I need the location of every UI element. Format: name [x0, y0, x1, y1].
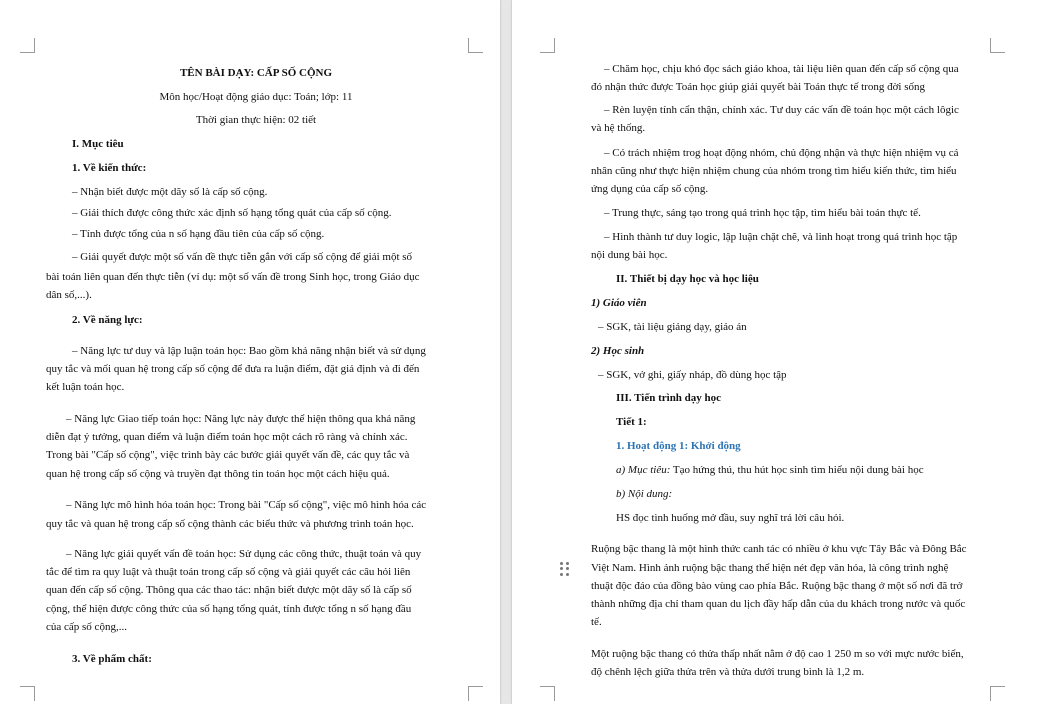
muc-tieu-text: Tạo hứng thú, thu hút học sinh tìm hiểu nội dung bài học — [670, 464, 924, 476]
paragraph-line: HS đọc tình huống mở đầu, suy nghĩ trả lời câu hỏi. — [616, 512, 845, 524]
crop-mark — [540, 38, 555, 53]
document-page-right — [512, 0, 1040, 704]
paragraph-line: – Năng lực mô hình hóa toán học: Trong bài "Cấp số cộng", việc mô hình hóa các — [66, 499, 427, 511]
subject-line: Môn học/Hoạt động giáo dục: Toán; lớp: 11 — [159, 91, 353, 103]
paragraph-line: – Năng lực Giao tiếp toán học: Năng lực này được thể hiện thông qua khả năng — [66, 413, 416, 425]
paragraph-line: đó nhận thức được Toán học giúp giải quyết bài Toán thực tế trong đời sống — [591, 81, 925, 93]
duration-line: Thời gian thực hiện: 02 tiết — [195, 114, 317, 126]
heading-hoat-dong-1: 1. Hoạt động 1: Khởi động — [616, 440, 741, 452]
crop-mark — [540, 686, 555, 701]
paragraph-line: kết luận toán học. — [46, 381, 125, 393]
paragraph-line: – Rèn luyện tính cẩn thận, chính xác. Tư duy các vấn đề toán học một cách lôgic — [604, 104, 959, 116]
paragraph-line: nội dung bài học. — [591, 249, 668, 261]
muc-tieu-label: a) Mục tiêu: — [616, 464, 671, 476]
paragraph-line: – Giải quyết được một số vấn đề thực tiễn gắn với cấp số cộng để giải một số — [72, 251, 413, 263]
paragraph-line: của cấp số cộng,... — [46, 621, 127, 633]
paragraph-line: và hệ thống. — [591, 122, 646, 134]
drag-handle-icon[interactable] — [560, 562, 570, 576]
paragraph-line: quan hệ trong cấp số cộng và truyền đạt thông tin toán học một cách hiệu quả. — [46, 468, 390, 480]
heading-tien-trinh: III. Tiến trình dạy học — [616, 392, 722, 404]
paragraph-line: – Năng lực giải quyết vấn đề toán học: Sử dụng các công thức, thuật toán và quy — [66, 548, 422, 560]
lesson-title: TÊN BÀI DẠY: CẤP SỐ CỘNG — [179, 67, 333, 79]
heading-kien-thuc: 1. Về kiến thức: — [72, 162, 147, 174]
paragraph-line: thành những địa chỉ tham quan du lịch đầy hấp dẫn của du khách trong nước và quốc — [591, 598, 966, 610]
heading-pham-chat: 3. Về phẩm chất: — [72, 653, 152, 665]
paragraph-line: Một ruộng bậc thang có thửa thấp nhất nằm ở độ cao 1 250 m so với mực nước biển, — [591, 648, 964, 660]
paragraph-line: Trong bài "Cấp số cộng", việc trình bày các bước giải quyết vấn đề, các quy tắc và — [46, 449, 410, 461]
heading-muc-tieu: I. Mục tiêu — [72, 138, 124, 150]
paragraph-line: – Năng lực tư duy và lập luận toán học: Bao gồm khả năng nhận biết và sử dụng — [72, 345, 426, 357]
paragraph-line: bài toán liên quan đến thực tiễn (ví dụ: một số vấn đề trong Sinh học, trong Giáo dục — [46, 271, 420, 283]
paragraph-line: – Hình thành tư duy logic, lập luận chặt chẽ, và linh hoạt trong quá trình học tập — [604, 231, 958, 243]
paragraph-line: ứng dụng của cấp số cộng. — [591, 183, 709, 195]
paragraph-line: tắc để tìm ra quy luật và thuật toán trong cấp số cộng và giải quyết các câu hỏi liên — [46, 566, 411, 578]
heading-thiet-bi: II. Thiết bị dạy học và học liệu — [616, 273, 759, 285]
paragraph-line: quy tắc và mối quan hệ trong cấp số cộng để đưa ra luận điểm, đặt giả định và đi đến — [46, 363, 420, 375]
paragraph-line: Ruộng bậc thang là một hình thức canh tác có nhiều ở khu vực Tây Bắc và Đông Bắc — [591, 543, 967, 555]
paragraph-line: độ chênh lệch giữa thửa trên và thửa dưới trung bình là 1,2 m. — [591, 666, 865, 678]
paragraph-line: thuật độc đáo của đồng bào vùng cao phía Bắc. Ruộng bậc thang ở một số nơi đã trở — [591, 580, 963, 592]
paragraph-line: Việt Nam. Hình ảnh ruộng bậc thang thể hiện nét đẹp văn hóa, là công trình nghệ — [591, 562, 949, 574]
crop-mark — [20, 38, 35, 53]
paragraph-line: – SGK, vở ghi, giấy nháp, đồ dùng học tập — [598, 369, 787, 381]
paragraph-line: cộng, thể hiện được công thức của số hạng tổng quát, tính được tổng n số hạng đầu — [46, 603, 412, 615]
paragraph-line: tế. — [591, 616, 602, 628]
paragraph-line: – Có trách nhiệm trog hoạt động nhóm, chủ động nhận và thực hiện nhiệm vụ cá — [604, 147, 959, 159]
paragraph-line: – Nhận biết được một dãy số là cấp số cộng. — [72, 186, 268, 198]
heading-nang-luc: 2. Về năng lực: — [72, 314, 143, 326]
muc-tieu-line — [616, 461, 924, 479]
paragraph-line: – Tính được tổng của n số hạng đầu tiên của cấp số cộng. — [72, 228, 325, 240]
noi-dung-label: b) Nội dung: — [616, 488, 673, 500]
heading-tiet-1: Tiết 1: — [616, 416, 647, 428]
paragraph-line: nhân cũng như thực hiện nhiệm chung của nhóm trong tìm hiểu kiến thức, tìm hiểu — [591, 165, 957, 177]
paragraph-line: quan đến cấp số cộng. Thông qua các thao tác: nhận biết được một dãy số là cấp số — [46, 584, 412, 596]
crop-mark — [990, 686, 1005, 701]
heading-giao-vien: 1) Giáo viên — [591, 297, 647, 309]
paragraph-line: – Giải thích được công thức xác định số hạng tổng quát của cấp số cộng. — [72, 207, 392, 219]
paragraph-line: – Trung thực, sáng tạo trong quá trình học tập, tìm hiểu bài toán thực tế. — [604, 207, 921, 219]
document-page-left — [0, 0, 500, 704]
paragraph-line: – SGK, tài liệu giảng dạy, giáo án — [598, 321, 747, 333]
paragraph-line: quy tắc và quan hệ trong cấp số cộng thành các biểu thức và phương trình toán học. — [46, 518, 414, 530]
heading-hoc-sinh: 2) Học sinh — [591, 345, 645, 357]
crop-mark — [468, 686, 483, 701]
crop-mark — [468, 38, 483, 53]
paragraph-line: diễn đạt ý tưởng, quan điểm và luận điểm toán học một cách rõ ràng và chính xác. — [46, 431, 408, 443]
paragraph-line: dân số,...). — [46, 289, 92, 301]
crop-mark — [20, 686, 35, 701]
paragraph-line: – Chăm học, chịu khó đọc sách giáo khoa, tài liệu liên quan đến cấp số cộng qua — [604, 63, 959, 75]
crop-mark — [990, 38, 1005, 53]
